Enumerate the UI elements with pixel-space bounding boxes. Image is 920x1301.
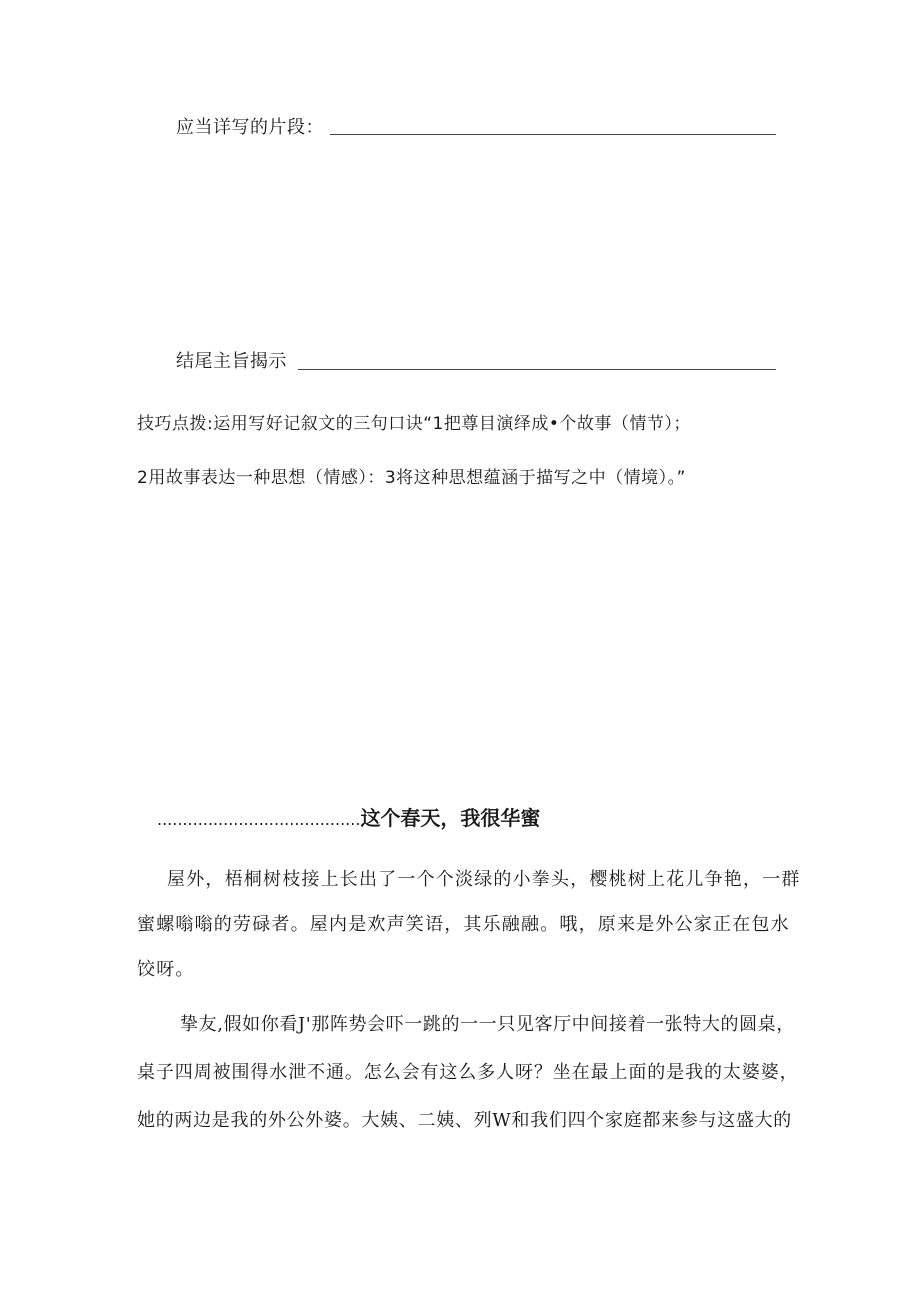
- ending-theme-blank[interactable]: [298, 369, 776, 370]
- heading-dots: ........................................: [157, 810, 361, 829]
- essay-title: 这个春天，我很华蜜: [360, 806, 541, 830]
- tip-line-1: 技巧点拨:运用写好记叙文的三句口诀“1把尊目演绎成•个故事（情节）；: [137, 414, 691, 434]
- ending-theme-label: 结尾主旨揭示: [176, 351, 287, 372]
- ending-theme-field: [176, 350, 287, 374]
- tip-line-2: 2用故事表达一种思想（情感）：3将这种思想蕴涵于描写之中（情境）。”: [137, 468, 686, 488]
- paragraph-1-line-1: 屋外，梧桐树枝接上长出了一个个淡绿的小拳头，樱桃树上花儿争艳，一群: [167, 869, 801, 890]
- paragraph-2-line-2: 桌子四周被围得水泄不通。怎么会有这么多人呀？坐在最上面的是我的太婆婆，: [137, 1062, 799, 1083]
- detailed-section-blank[interactable]: [330, 134, 776, 135]
- detailed-section-field: [176, 116, 324, 140]
- paragraph-2-line-1: 挚友,假如你看J'那阵势会吓一跳的一一只见客厅中间接着一张特大的圆桌，: [180, 1014, 795, 1035]
- paragraph-1-line-3: 饺呀。: [137, 959, 195, 980]
- paragraph-1-line-2: 蜜螺嗡嗡的劳碌者。屋内是欢声笑语，其乐融融。哦，原来是外公家正在包水: [137, 914, 790, 935]
- essay-heading: [157, 805, 540, 833]
- paragraph-2-line-3: 她的两边是我的外公外婆。大姨、二姨、列W和我们四个家庭都来参与这盛大的: [137, 1110, 792, 1131]
- detailed-section-label: 应当详写的片段：: [176, 117, 324, 138]
